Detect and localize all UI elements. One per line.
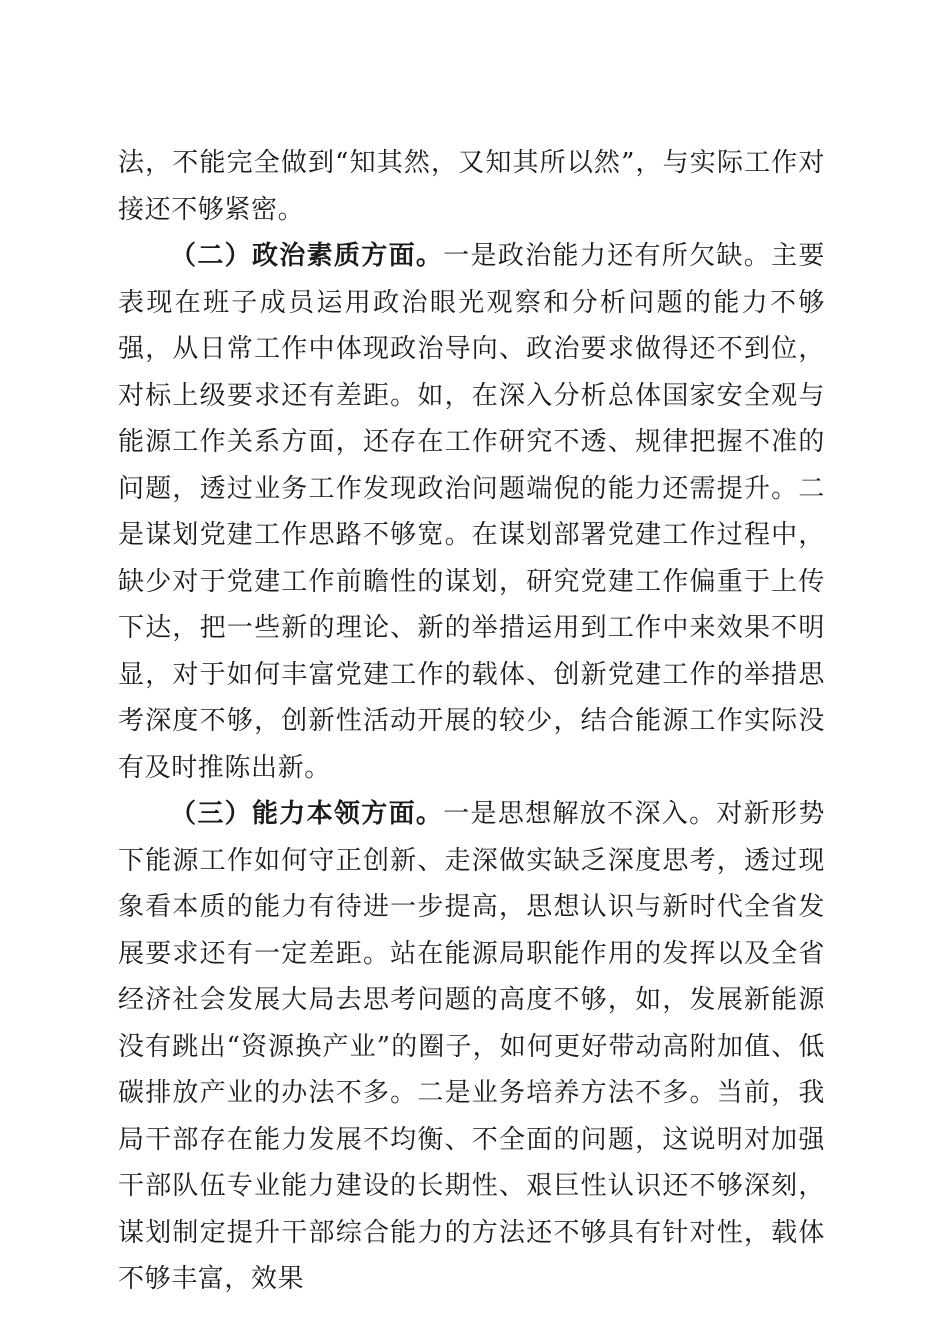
paragraph-political-quality (118, 233, 825, 791)
paragraph-continuation (118, 140, 825, 233)
paragraph-text: 法，不能完全做到“知其然，又知其所以然”，与实际工作对接还不够紧密。 (118, 148, 825, 225)
section-heading-political-quality: （二）政治素质方面。 (170, 241, 444, 271)
paragraph-text: 一是政治能力还有所欠缺。主要表现在班子成员运用政治眼光观察和分析问题的能力不够强，从日常工作中体现政治导向、政治要求做得还不到位，对标上级要求还有差距。如，在深入分析总体国家安全观与能源工作关系方面，还存在工作研究不透、规律把握不准的问题，透过业务工作发现政治问题端倪的能力还需提升。二是谋划党建工作思路不够宽。在谋划部署党建工作过程中，缺少对于党建工作前瞻性的谋划，研究党建工作偏重于上传下达，把一些新的理论、新的举措运用到工作中来效果不明显，对于如何丰富党建工作的载体、创新党建工作的举措思考深度不够，创新性活动开展的较少，结合能源工作实际没有及时推陈出新。 (118, 241, 825, 783)
paragraph-ability (118, 791, 825, 1303)
section-heading-ability: （三）能力本领方面。 (170, 799, 444, 829)
document-body (118, 140, 825, 1303)
paragraph-text: 一是思想解放不深入。对新形势下能源工作如何守正创新、走深做实缺乏深度思考，透过现象看本质的能力有待进一步提高，思想认识与新时代全省发展要求还有一定差距。站在能源局职能作用的发挥以及全省经济社会发展大局去思考问题的高度不够，如，发展新能源没有跳出“资源换产业”的圈子，如何更好带动高附加值、低碳排放产业的办法不多。二是业务培养方法不多。当前，我局干部存在能力发展不均衡、不全面的问题，这说明对加强干部队伍专业能力建设的长期性、艰巨性认识还不够深刻，谋划制定提升干部综合能力的方法还不够具有针对性，载体不够丰富，效果 (118, 799, 825, 1294)
